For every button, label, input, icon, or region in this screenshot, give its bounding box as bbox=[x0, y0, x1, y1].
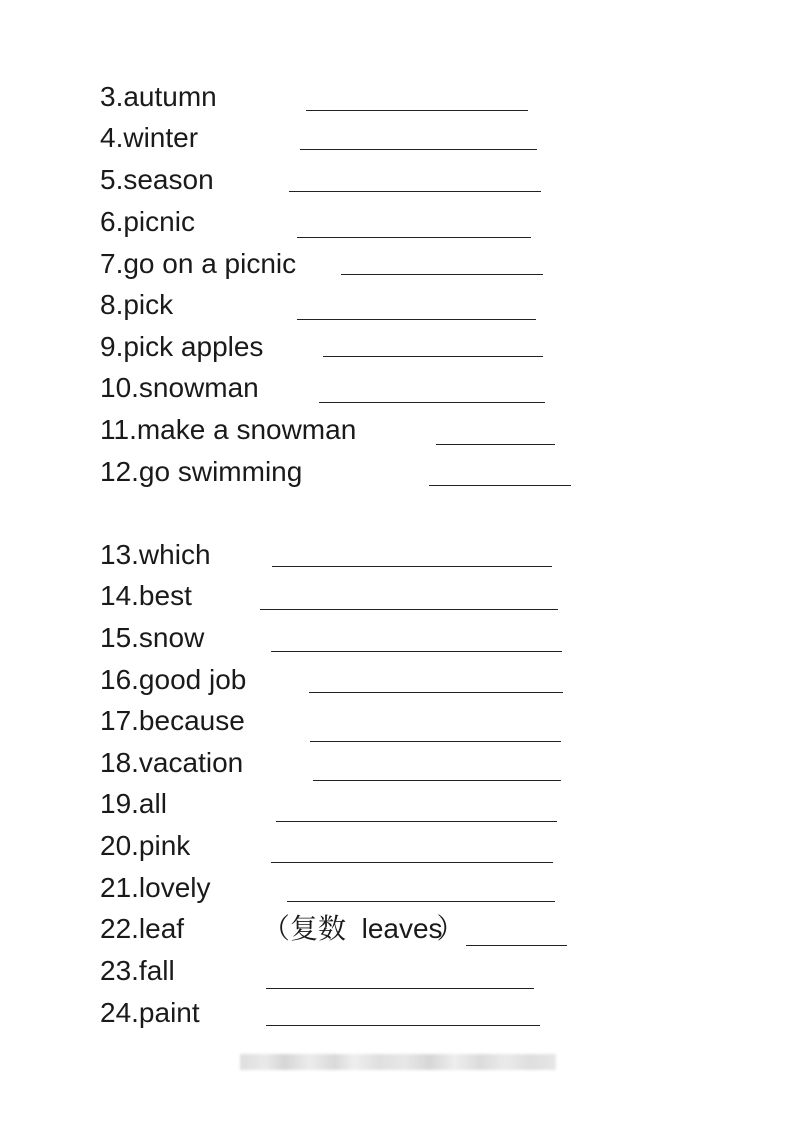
vocab-row-leaf bbox=[0, 912, 793, 952]
vocab-row-pick bbox=[0, 288, 793, 328]
vocab-row-winter bbox=[0, 121, 793, 161]
note-close-paren: ） bbox=[436, 912, 465, 945]
answer-blank[interactable] bbox=[341, 274, 543, 275]
answer-blank[interactable] bbox=[466, 945, 567, 946]
vocab-row-pink bbox=[0, 829, 793, 869]
answer-blank[interactable] bbox=[306, 110, 528, 111]
vocab-row-good-job bbox=[0, 663, 793, 703]
note-plural-label: 复数 bbox=[290, 912, 347, 945]
vocab-row-snow bbox=[0, 621, 793, 661]
vocab-row-go-swimming bbox=[0, 455, 793, 495]
answer-blank[interactable] bbox=[266, 1025, 540, 1026]
answer-blank[interactable] bbox=[309, 692, 563, 693]
answer-blank[interactable] bbox=[300, 149, 537, 150]
vocab-term: 21.lovely bbox=[100, 872, 211, 903]
answer-blank[interactable] bbox=[297, 237, 531, 238]
vocab-row-vacation bbox=[0, 746, 793, 786]
vocab-row-autumn bbox=[0, 80, 793, 120]
answer-blank[interactable] bbox=[436, 444, 555, 445]
answer-blank[interactable] bbox=[323, 356, 543, 357]
plural-note bbox=[262, 912, 465, 946]
answer-blank[interactable] bbox=[319, 402, 545, 403]
vocab-term: 12.go swimming bbox=[100, 456, 303, 487]
vocab-term: 7.go on a picnic bbox=[100, 248, 297, 279]
vocab-row-fall bbox=[0, 954, 793, 994]
vocab-row-go-on-a-picnic bbox=[0, 247, 793, 287]
vocab-term: 16.good job bbox=[100, 664, 247, 695]
vocab-term: 17.because bbox=[100, 705, 245, 736]
vocab-row-pick-apples bbox=[0, 330, 793, 370]
answer-blank[interactable] bbox=[310, 741, 561, 742]
vocab-term: 9.pick apples bbox=[100, 331, 264, 362]
answer-blank[interactable] bbox=[287, 901, 555, 902]
answer-blank[interactable] bbox=[271, 862, 553, 863]
vocab-row-because bbox=[0, 704, 793, 744]
answer-blank[interactable] bbox=[260, 609, 558, 610]
vocab-term: 18.vacation bbox=[100, 747, 244, 778]
blurred-footer-watermark bbox=[240, 1054, 556, 1070]
vocab-term: 24.paint bbox=[100, 997, 200, 1028]
vocab-term: 5.season bbox=[100, 164, 214, 195]
answer-blank[interactable] bbox=[276, 821, 557, 822]
vocab-row-all bbox=[0, 787, 793, 827]
answer-blank[interactable] bbox=[429, 485, 571, 486]
vocab-row-season bbox=[0, 163, 793, 203]
answer-blank[interactable] bbox=[271, 651, 562, 652]
answer-blank[interactable] bbox=[313, 780, 561, 781]
vocab-term: 20.pink bbox=[100, 830, 191, 861]
vocab-term: 3.autumn bbox=[100, 81, 217, 112]
vocab-row-make-a-snowman bbox=[0, 413, 793, 453]
vocab-row-best bbox=[0, 579, 793, 619]
vocab-row-paint bbox=[0, 996, 793, 1036]
vocab-term: 8.pick bbox=[100, 289, 174, 320]
vocab-term: 11.make a snowman bbox=[100, 414, 357, 445]
answer-blank[interactable] bbox=[297, 319, 536, 320]
vocab-term: 19.all bbox=[100, 788, 167, 819]
vocab-row-snowman bbox=[0, 371, 793, 411]
note-plural-form: leaves bbox=[361, 913, 443, 944]
note-open-paren: （ bbox=[262, 912, 291, 945]
vocab-term: 14.best bbox=[100, 580, 192, 611]
answer-blank[interactable] bbox=[289, 191, 541, 192]
vocab-term: 10.snowman bbox=[100, 372, 259, 403]
answer-blank[interactable] bbox=[266, 988, 534, 989]
vocab-term: 15.snow bbox=[100, 622, 205, 653]
vocab-row-which bbox=[0, 538, 793, 578]
vocab-term: 13.which bbox=[100, 539, 211, 570]
vocab-term: 4.winter bbox=[100, 122, 199, 153]
vocab-row-picnic bbox=[0, 205, 793, 245]
vocab-term: 22.leaf bbox=[100, 913, 185, 944]
answer-blank[interactable] bbox=[272, 566, 552, 567]
vocab-term: 23.fall bbox=[100, 955, 175, 986]
vocab-row-lovely bbox=[0, 871, 793, 911]
vocab-term: 6.picnic bbox=[100, 206, 195, 237]
